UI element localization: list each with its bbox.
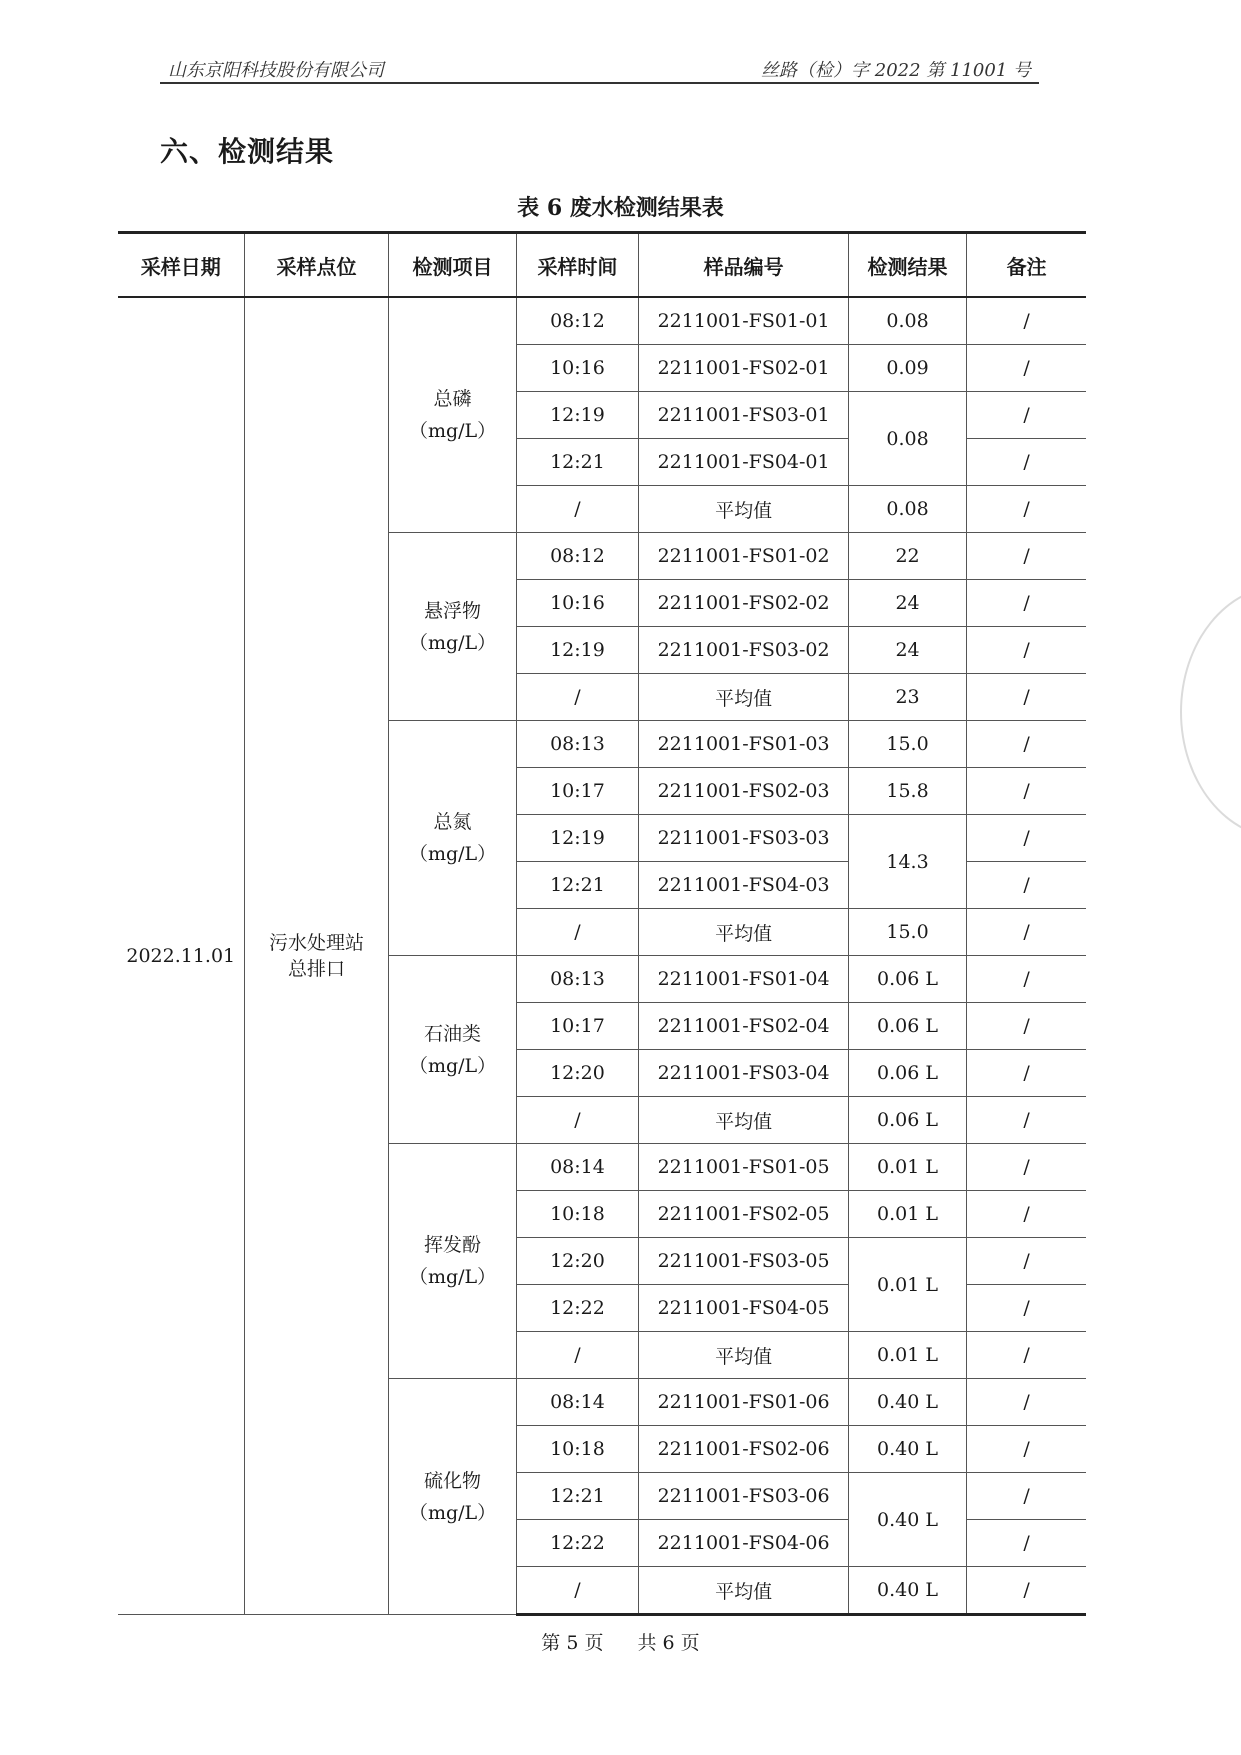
sample-id-cell: 2211001-FS01-04 (639, 956, 849, 1003)
sample-location-text: 污水处理站 (268, 932, 364, 954)
note-cell: / (967, 1238, 1086, 1285)
result-cell: 0.06 L (848, 1050, 966, 1097)
test-item-name: 总氮 (433, 811, 472, 833)
note-cell: / (967, 1379, 1086, 1426)
note-cell: / (967, 862, 1086, 909)
test-item-unit: （mg/L） (408, 420, 497, 442)
note-cell: / (967, 627, 1086, 674)
sample-time-cell: 12:22 (516, 1520, 639, 1567)
sample-time-cell: / (516, 674, 639, 721)
result-cell: 24 (848, 580, 966, 627)
test-item-unit: （mg/L） (408, 631, 497, 654)
note-cell: / (967, 345, 1086, 392)
test-item-name: 总磷 (433, 388, 472, 410)
note-cell: / (967, 1144, 1086, 1191)
test-item-unit: （mg/L） (408, 1054, 497, 1077)
column-header: 备注 (967, 233, 1086, 298)
sample-id-cell: 2211001-FS01-05 (639, 1144, 849, 1191)
sample-id-cell: 2211001-FS04-03 (639, 862, 849, 909)
test-item-unit: （mg/L） (408, 1266, 497, 1288)
result-cell: 0.01 L (848, 1144, 966, 1191)
test-item-unit: （mg/L） (408, 1501, 497, 1524)
result-cell: 15.8 (848, 768, 966, 815)
sample-time-cell: 08:13 (516, 956, 639, 1003)
sample-id-cell: 平均值 (639, 1332, 849, 1379)
sample-id-cell: 2211001-FS01-03 (639, 721, 849, 768)
sample-time-cell: 10:17 (516, 768, 639, 815)
page-number: 第 5 页 (541, 1632, 604, 1654)
result-cell: 22 (848, 533, 966, 580)
sample-time-cell: 12:20 (516, 1050, 639, 1097)
result-cell: 0.01 L (848, 1238, 966, 1332)
table-title: 表 6 废水检测结果表 (517, 195, 724, 221)
sample-time-cell: 08:14 (516, 1144, 639, 1191)
note-cell: / (967, 721, 1086, 768)
table-row (118, 297, 1086, 345)
test-item-cell (389, 533, 516, 721)
table-body (118, 297, 1086, 1615)
sample-id-cell: 2211001-FS03-04 (639, 1050, 849, 1097)
sample-time-cell: 12:21 (516, 1473, 639, 1520)
column-header: 采样日期 (118, 233, 244, 298)
test-item-cell (389, 956, 516, 1144)
sample-id-cell: 平均值 (639, 674, 849, 721)
page-footer (0, 1628, 1241, 1655)
result-cell: 0.01 L (848, 1191, 966, 1238)
sample-location-text: 总排口 (287, 958, 345, 980)
note-cell: / (967, 1003, 1086, 1050)
sample-id-cell: 2211001-FS02-03 (639, 768, 849, 815)
note-cell: / (967, 768, 1086, 815)
test-item-cell (389, 297, 516, 533)
result-cell: 23 (848, 674, 966, 721)
result-cell: 0.06 L (848, 1003, 966, 1050)
note-cell: / (967, 674, 1086, 721)
result-cell: 0.08 (848, 486, 966, 533)
note-cell: / (967, 909, 1086, 956)
column-header: 采样点位 (244, 233, 389, 298)
sample-id-cell: 平均值 (639, 909, 849, 956)
test-item-cell (389, 1144, 516, 1379)
result-cell: 24 (848, 627, 966, 674)
sample-time-cell: 08:12 (516, 297, 639, 345)
result-cell: 15.0 (848, 721, 966, 768)
test-item-cell (389, 1379, 516, 1615)
sample-time-cell: / (516, 1332, 639, 1379)
column-header: 检测结果 (848, 233, 966, 298)
note-cell: / (967, 1520, 1086, 1567)
note-cell: / (967, 533, 1086, 580)
result-cell: 0.09 (848, 345, 966, 392)
sample-time-cell: 12:21 (516, 862, 639, 909)
sample-id-cell: 2211001-FS02-01 (639, 345, 849, 392)
results-table (118, 231, 1086, 1616)
note-cell: / (967, 392, 1086, 439)
note-cell: / (967, 297, 1086, 345)
sample-time-cell: / (516, 1097, 639, 1144)
column-header: 样品编号 (639, 233, 849, 298)
result-cell: 0.06 L (848, 956, 966, 1003)
sample-time-cell: 08:14 (516, 1379, 639, 1426)
sample-id-cell: 2211001-FS02-02 (639, 580, 849, 627)
sample-location-cell (244, 297, 389, 1615)
sample-id-cell: 2211001-FS03-06 (639, 1473, 849, 1520)
sample-id-cell: 2211001-FS01-01 (639, 297, 849, 345)
test-item-unit: （mg/L） (408, 843, 497, 865)
result-cell: 15.0 (848, 909, 966, 956)
sample-time-cell: 12:20 (516, 1238, 639, 1285)
note-cell: / (967, 1097, 1086, 1144)
sample-id-cell: 2211001-FS01-06 (639, 1379, 849, 1426)
sample-time-cell: 12:19 (516, 815, 639, 862)
sample-time-cell: / (516, 1567, 639, 1615)
sample-time-cell: / (516, 486, 639, 533)
page-header (160, 54, 1039, 84)
test-item-name: 挥发酚 (424, 1234, 482, 1256)
note-cell: / (967, 956, 1086, 1003)
sample-time-cell: 10:17 (516, 1003, 639, 1050)
sample-id-cell: 2211001-FS04-01 (639, 439, 849, 486)
sample-id-cell: 2211001-FS04-06 (639, 1520, 849, 1567)
note-cell: / (967, 486, 1086, 533)
company-name: 山东京阳科技股份有限公司 (168, 60, 384, 81)
note-cell: / (967, 1473, 1086, 1520)
sample-time-cell: 12:22 (516, 1285, 639, 1332)
sample-time-cell: 12:21 (516, 439, 639, 486)
sample-time-cell: / (516, 909, 639, 956)
section-title: 六、检测结果 (160, 135, 335, 168)
sample-time-cell: 10:18 (516, 1191, 639, 1238)
sample-id-cell: 平均值 (639, 1097, 849, 1144)
test-item-name: 硫化物 (424, 1469, 482, 1492)
note-cell: / (967, 1567, 1086, 1615)
column-header: 采样时间 (516, 233, 639, 298)
note-cell: / (967, 1191, 1086, 1238)
sample-id-cell: 2211001-FS04-05 (639, 1285, 849, 1332)
result-cell: 0.06 L (848, 1097, 966, 1144)
result-cell: 0.40 L (848, 1379, 966, 1426)
result-cell: 0.40 L (848, 1567, 966, 1615)
sample-time-cell: 10:16 (516, 345, 639, 392)
sample-id-cell: 2211001-FS03-03 (639, 815, 849, 862)
note-cell: / (967, 1332, 1086, 1379)
note-cell: / (967, 1050, 1086, 1097)
note-cell: / (967, 439, 1086, 486)
result-cell: 0.08 (848, 392, 966, 486)
result-cell: 14.3 (848, 815, 966, 909)
sample-time-cell: 08:13 (516, 721, 639, 768)
column-header: 检测项目 (389, 233, 516, 298)
result-cell: 0.40 L (848, 1473, 966, 1567)
sample-date-cell: 2022.11.01 (118, 297, 244, 1615)
result-cell: 0.01 L (848, 1332, 966, 1379)
result-cell: 0.08 (848, 297, 966, 345)
sample-id-cell: 2211001-FS02-04 (639, 1003, 849, 1050)
sample-id-cell: 平均值 (639, 1567, 849, 1615)
seal-stamp (1180, 585, 1241, 839)
note-cell: / (967, 1426, 1086, 1473)
sample-time-cell: 12:19 (516, 627, 639, 674)
report-number: 丝路（检）字 2022 第 11001 号 (761, 60, 1031, 81)
result-cell: 0.40 L (848, 1426, 966, 1473)
test-item-name: 石油类 (424, 1022, 482, 1045)
test-item-name: 悬浮物 (424, 599, 482, 622)
sample-id-cell: 2211001-FS03-02 (639, 627, 849, 674)
sample-id-cell: 2211001-FS03-05 (639, 1238, 849, 1285)
page-total: 共 6 页 (637, 1632, 700, 1654)
sample-time-cell: 10:16 (516, 580, 639, 627)
sample-id-cell: 2211001-FS01-02 (639, 533, 849, 580)
sample-id-cell: 2211001-FS02-06 (639, 1426, 849, 1473)
sample-time-cell: 12:19 (516, 392, 639, 439)
sample-id-cell: 2211001-FS03-01 (639, 392, 849, 439)
sample-time-cell: 10:18 (516, 1426, 639, 1473)
note-cell: / (967, 1285, 1086, 1332)
sample-id-cell: 2211001-FS02-05 (639, 1191, 849, 1238)
test-item-cell (389, 721, 516, 956)
note-cell: / (967, 815, 1086, 862)
sample-time-cell: 08:12 (516, 533, 639, 580)
note-cell: / (967, 580, 1086, 627)
sample-id-cell: 平均值 (639, 486, 849, 533)
table-header-row (118, 233, 1086, 298)
